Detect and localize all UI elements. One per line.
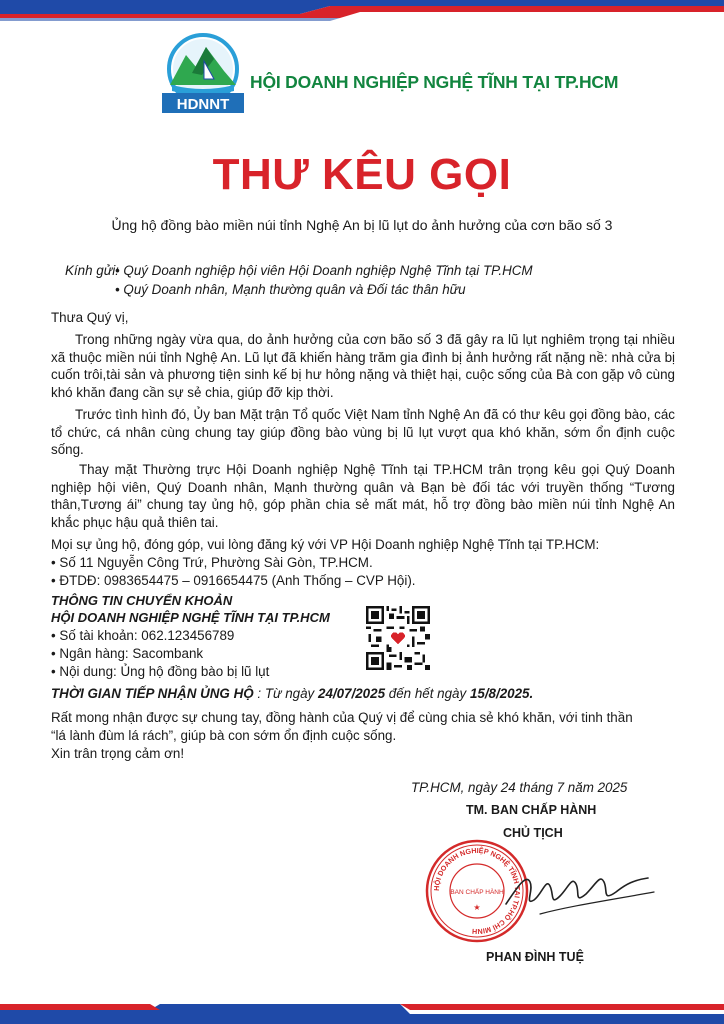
handwritten-signature-icon bbox=[500, 856, 660, 926]
mountain-sailboat-logo-icon bbox=[162, 33, 244, 115]
contact-address: • Số 11 Nguyễn Công Trứ, Phường Sài Gòn, TP.HCM. bbox=[51, 555, 373, 570]
period-label: THỜI GIAN TIẾP NHẬN ỦNG HỘ bbox=[51, 686, 254, 701]
qr-code-icon[interactable] bbox=[366, 606, 430, 670]
closing-line-2: “lá lành đùm lá rách”, giúp bà con sớm ổn định cuộc sống. bbox=[51, 728, 397, 743]
bank-name: • Ngân hàng: Sacombank bbox=[51, 646, 204, 661]
period-start-date: 24/07/2025 bbox=[318, 686, 386, 701]
recipients-label: Kính gửi: bbox=[65, 263, 119, 278]
contact-intro: Mọi sự ủng hộ, đóng góp, vui lòng đăng ký với VP Hội Doanh nghiệp Nghệ Tĩnh tại TP.HCM: bbox=[51, 537, 600, 552]
signer-position: CHỦ TỊCH bbox=[503, 826, 563, 840]
svg-text:BAN CHẤP HÀNH: BAN CHẤP HÀNH bbox=[450, 889, 504, 896]
bank-org: HỘI DOANH NGHIỆP NGHỆ TĨNH TẠI TP.HCM bbox=[51, 610, 330, 625]
recipient-item: • Quý Doanh nghiệp hội viên Hội Doanh nghiệp Nghệ Tĩnh tại TP.HCM bbox=[115, 263, 533, 278]
period-to-text: đến hết ngày bbox=[388, 686, 467, 701]
bank-account: • Số tài khoản: 062.123456789 bbox=[51, 628, 235, 643]
reception-period bbox=[51, 685, 675, 703]
body-paragraph-3: Thay mặt Thường trực Hội Doanh nghiệp Nghệ Tĩnh tại TP.HCM trân trọng kêu gọi Quý Doanh nghiệp hội viên, Quý Doanh nhân, Mạnh thường quân và Bạn bè đối tác với truyền thống “Tương thân,Tương ái” chung tay ủng hộ, góp phần chia sẻ mất mát, hỗ trợ đồng bào miền núi tỉnh Nghệ An khắc phục hậu quả thiên tai. bbox=[51, 462, 675, 530]
place-date: TP.HCM, ngày 24 tháng 7 năm 2025 bbox=[411, 780, 628, 795]
bank-content: • Nội dung: Ủng hộ đồng bào bị lũ lụt bbox=[51, 664, 270, 679]
greeting: Thưa Quý vị, bbox=[51, 310, 129, 325]
letter-subtitle: Ủng hộ đồng bào miền núi tỉnh Nghệ An bị lũ lụt do ảnh hưởng của cơn bão số 3 bbox=[111, 217, 613, 233]
period-from-text: : Từ ngày bbox=[257, 686, 315, 701]
thanks-line: Xin trân trọng cảm ơn! bbox=[51, 746, 185, 761]
body-paragraph-1: Trong những ngày vừa qua, do ảnh hưởng của cơn bão số 3 đã gây ra lũ lụt nghiêm trọng tại nhiều xã thuộc miền núi tỉnh Nghệ An. Lũ lụt đã khiến hàng trăm gia đình bị ảnh hưởng rất nặng nề: nhà cửa bị cuốn trôi,tài sản và phương tiện sinh kế bị hư hỏng nặng và thiệt hại, cuộc sống của Bà con gặp vô cùng khó khăn đang cần sự sẻ chia, giúp đỡ kịp thời. bbox=[51, 332, 675, 400]
svg-text:HỘI DOANH NGHIỆP NGHỆ TĨNH TẠI: HỘI DOANH NGHIỆP NGHỆ TĨNH TẠI TP.HỒ CHÍ MINH bbox=[431, 845, 523, 937]
contact-phone: • ĐTDĐ: 0983654475 – 0916654475 (Anh Thống – CVP Hội). bbox=[51, 573, 416, 588]
recipient-item: • Quý Doanh nhân, Mạnh thường quân và Đối tác thân hữu bbox=[115, 282, 466, 297]
svg-text:★: ★ bbox=[473, 903, 481, 912]
closing-line-1: Rất mong nhận được sự chung tay, đồng hành của Quý vị để cùng chia sẻ khó khăn, với tinh thần bbox=[51, 710, 633, 725]
bottom-stripe-decoration bbox=[0, 1000, 724, 1024]
top-stripe-decoration bbox=[0, 0, 724, 24]
letter-title: THƯ KÊU GỌI bbox=[212, 150, 512, 199]
bank-heading: THÔNG TIN CHUYỂN KHOẢN bbox=[51, 593, 233, 608]
svg-text:HDNNT: HDNNT bbox=[176, 96, 230, 113]
signer-name: PHAN ĐÌNH TUỆ bbox=[486, 950, 584, 964]
body-paragraph-2: Trước tình hình đó, Ủy ban Mặt trận Tổ quốc Việt Nam tỉnh Nghệ An đã có thư kêu gọi đồng bào, các tổ chức, cá nhân cùng chung tay giúp đồng bào vùng bị lũ lụt vượt qua khó khăn, sớm ổn định cuộc sống. bbox=[51, 407, 675, 457]
org-name: HỘI DOANH NGHIỆP NGHỆ TĨNH TẠI TP.HCM bbox=[250, 72, 619, 92]
on-behalf-label: TM. BAN CHẤP HÀNH bbox=[466, 803, 597, 817]
period-end-date: 15/8/2025. bbox=[469, 686, 534, 701]
